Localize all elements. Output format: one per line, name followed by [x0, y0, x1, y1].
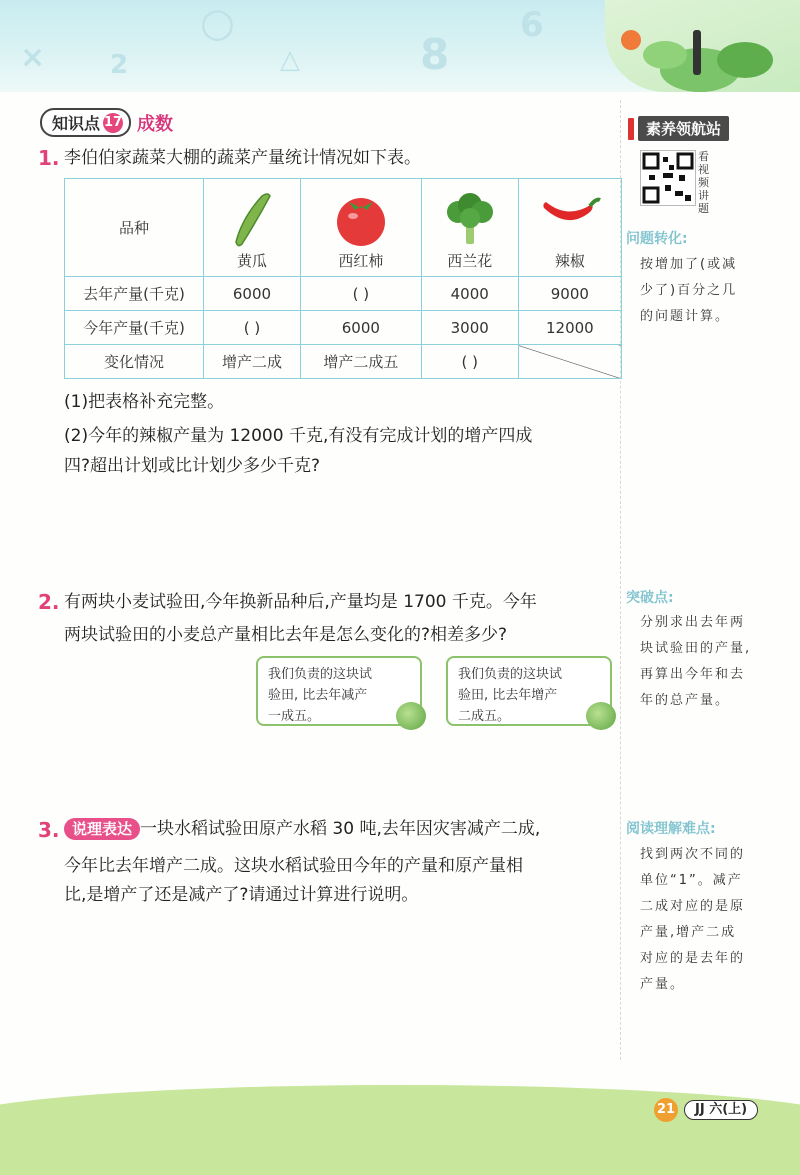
table-header-broccoli [421, 179, 518, 277]
decor-symbol: ○ [200, 0, 235, 46]
row-label: 今年产量(千克) [65, 311, 204, 345]
tip-line: 少了)百分之几 [640, 283, 738, 298]
table-cell: 6000 [300, 311, 421, 345]
qr-code-icon [641, 151, 695, 205]
table-header-label: 品种 [65, 179, 204, 277]
tip-line: 块试验田的产量, [640, 641, 752, 656]
decor-symbol: △ [280, 45, 300, 75]
table-header-cucumber [204, 179, 301, 277]
book-label: JJ 六(上) [684, 1100, 758, 1120]
qr-code[interactable] [640, 150, 696, 206]
question-1-text: 李伯伯家蔬菜大棚的蔬菜产量统计情况如下表。 [64, 148, 421, 168]
coconut-icon [586, 702, 616, 730]
knowledge-point-label: 知识点 [52, 114, 101, 133]
tip-2-body [640, 610, 760, 714]
broccoli-icon [440, 188, 500, 248]
table-row [65, 311, 622, 345]
variety-name: 西兰花 [447, 252, 493, 270]
table-row [65, 345, 622, 379]
chili-pepper-icon [538, 188, 602, 248]
table-header-chili [518, 179, 621, 277]
bookmark-icon [628, 118, 634, 140]
bubble-line: 一成五。 [268, 709, 321, 724]
tip-3-body [640, 842, 760, 998]
vegetable-table [64, 178, 622, 379]
header-plant-decoration [605, 0, 800, 92]
bubble-line: 验田, 比去年减产 [268, 688, 368, 703]
reasoning-tag: 说理表达 [64, 818, 140, 840]
table-cell: 3000 [421, 311, 518, 345]
variety-name: 西红柿 [338, 252, 384, 270]
table-row [65, 179, 622, 277]
tip-line: 按增加了(或减 [640, 257, 738, 272]
bubble-line: 我们负责的这块试 [458, 667, 563, 682]
tomato-icon [331, 188, 391, 248]
decor-symbol: × [20, 40, 46, 75]
tip-line: 再算出今年和去 [640, 667, 746, 682]
tip-line: 的问题计算。 [640, 309, 731, 324]
question-3-line3: 比,是增产了还是减产了?请通过计算进行说明。 [64, 885, 419, 905]
tip-2-heading: 突破点: [626, 590, 674, 606]
tip-line: 产量。 [640, 977, 686, 992]
bubble-line: 验田, 比去年增产 [458, 688, 558, 703]
tip-line: 年的总产量。 [640, 693, 731, 708]
tip-line: 产量,增产二成 [640, 925, 737, 940]
question-3-line2: 今年比去年增产二成。这块水稻试验田今年的产量和原产量相 [64, 856, 523, 876]
tip-line: 对应的是去年的 [640, 951, 746, 966]
table-cell: 增产二成 [204, 345, 301, 379]
tip-line: 单位“1”。减产 [640, 873, 743, 888]
tip-1-heading: 问题转化: [626, 231, 688, 247]
sidebar-title-text: 素养领航站 [638, 116, 729, 141]
tip-line: 二成对应的是原 [640, 899, 746, 914]
question-2-line1: 有两块小麦试验田,今年换新品种后,产量均是 1700 千克。今年 [64, 592, 537, 612]
knowledge-point-pill [40, 108, 131, 137]
decor-symbol: 6 [520, 5, 544, 45]
knowledge-point-title: 成数 [137, 113, 174, 135]
row-label: 变化情况 [65, 345, 204, 379]
row-label: 去年产量(千克) [65, 277, 204, 311]
decor-symbol: 2 [110, 50, 129, 80]
tip-1-body [640, 252, 760, 330]
question-3-number: 3. [38, 818, 60, 842]
table-cell-blank[interactable]: ( ) [204, 311, 301, 345]
table-row [65, 277, 622, 311]
sidebar-title [628, 116, 729, 141]
knowledge-point-tag [40, 108, 173, 137]
table-cell: 9000 [518, 277, 621, 311]
question-1-sub2-line1: (2)今年的辣椒产量为 12000 千克,有没有完成计划的增产四成 [64, 426, 533, 446]
qr-label: 看视频讲题 [698, 150, 709, 215]
table-cell: 增产二成五 [300, 345, 421, 379]
page-number: 21 [654, 1098, 678, 1122]
question-2-number: 2. [38, 590, 60, 614]
plant-icon [605, 0, 800, 92]
question-1-sub2-line2: 四?超出计划或比计划少多少千克? [64, 456, 321, 476]
tip-line: 分别求出去年两 [640, 615, 746, 630]
table-cell-blank[interactable]: ( ) [421, 345, 518, 379]
table-cell-diagonal [518, 345, 621, 379]
question-3-line1-wrap [64, 814, 540, 844]
variety-name: 辣椒 [554, 252, 585, 270]
question-1-number: 1. [38, 146, 60, 170]
variety-name: 黄瓜 [236, 252, 267, 270]
table-cell: 6000 [204, 277, 301, 311]
question-2-line2: 两块试验田的小麦总产量相比去年是怎么变化的?相差多少? [64, 625, 508, 645]
question-3-line1: 一块水稻试验田原产水稻 30 吨,去年因灾害减产二成, [140, 819, 541, 839]
cucumber-icon [222, 188, 282, 248]
decor-symbol: 8 [420, 30, 450, 79]
table-cell: 4000 [421, 277, 518, 311]
tip-3-heading: 阅读理解难点: [626, 821, 716, 837]
coconut-icon [396, 702, 426, 730]
question-1-sub1: (1)把表格补充完整。 [64, 392, 225, 412]
table-header-tomato [300, 179, 421, 277]
knowledge-point-number: 17 [103, 113, 123, 133]
tip-line: 找到两次不同的 [640, 847, 746, 862]
table-cell: 12000 [518, 311, 621, 345]
bubble-line: 我们负责的这块试 [268, 667, 373, 682]
table-cell-blank[interactable]: ( ) [300, 277, 421, 311]
footer-hill [0, 1085, 800, 1175]
bubble-line: 二成五。 [458, 709, 511, 724]
